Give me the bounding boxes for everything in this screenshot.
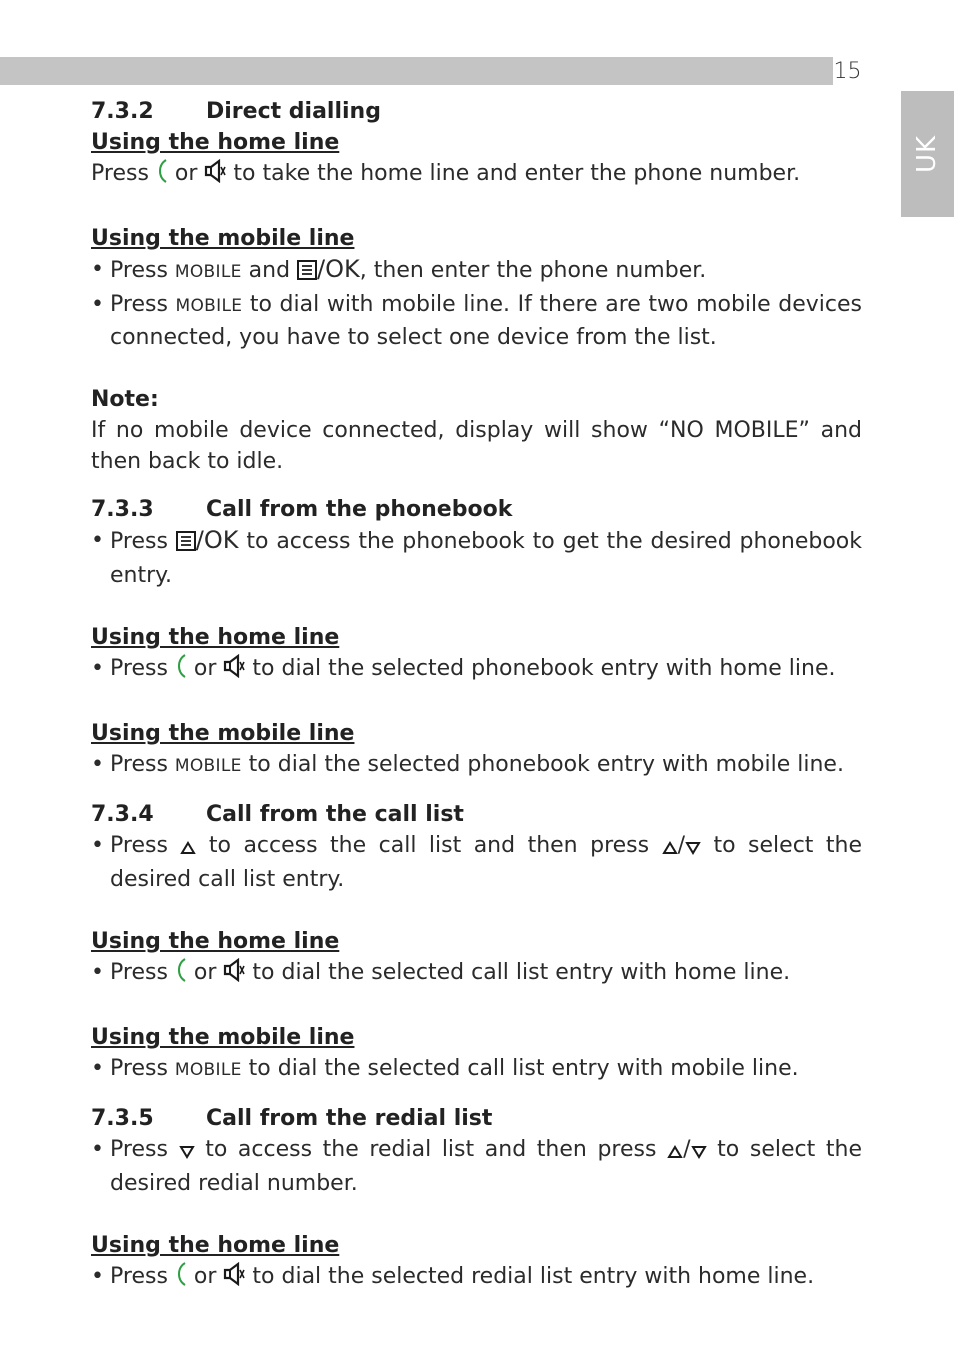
text: Press: [110, 529, 168, 554]
ok-label: /OK: [195, 526, 239, 554]
list-item: [91, 1134, 862, 1199]
subheading: Using the home line: [91, 625, 340, 650]
subheading: Using the home line: [91, 130, 340, 155]
text: /: [683, 1137, 691, 1162]
list-item: [91, 254, 862, 289]
menu-icon: [176, 529, 196, 560]
text: to select the desired redial number.: [110, 1137, 862, 1196]
text: Press: [110, 656, 168, 681]
list-item: [91, 749, 862, 782]
key-label: MOBILE: [174, 1060, 242, 1080]
speaker-icon: [223, 654, 245, 687]
section-number: 7.3.4: [91, 802, 154, 827]
subheading: Using the home line: [91, 1233, 340, 1258]
text: Press: [110, 1264, 168, 1289]
speaker-icon: [223, 1262, 245, 1295]
call-icon: [175, 958, 187, 991]
text: to dial the selected call list entry with mobile line.: [248, 1056, 799, 1081]
section-heading: [91, 799, 862, 830]
down-arrow-icon: [685, 833, 701, 864]
text: to select the desired call list entry.: [110, 833, 862, 892]
note-label: Note:: [91, 387, 159, 412]
text: or: [193, 960, 217, 985]
key-label: MOBILE: [174, 756, 242, 776]
section-title: Call from the call list: [206, 802, 464, 827]
section-title: Call from the redial list: [206, 1106, 493, 1131]
page-number: 15: [833, 59, 862, 84]
section-number: 7.3.5: [91, 1106, 154, 1131]
section-heading: [91, 494, 862, 525]
up-arrow-icon: [662, 833, 678, 864]
speaker-icon: [204, 159, 226, 192]
menu-icon: [297, 258, 317, 289]
speaker-icon: [223, 958, 245, 991]
text: to dial the selected redial list entry with home line.: [252, 1264, 815, 1289]
text: Press: [110, 292, 168, 317]
ok-label: /OK: [317, 255, 360, 283]
text: to access the phonebook to get the desired phonebook entry.: [110, 529, 863, 588]
section-number: 7.3.3: [91, 497, 154, 522]
list-item: [91, 525, 862, 591]
up-arrow-icon: [180, 833, 196, 864]
page-content: [91, 96, 862, 1295]
text: , then enter the phone number.: [359, 258, 707, 283]
section-heading: [91, 96, 862, 127]
text: to take the home line and enter the phone number.: [233, 161, 801, 186]
list-item: [91, 653, 862, 687]
call-icon: [175, 654, 187, 687]
text: Press: [110, 1137, 168, 1162]
call-icon: [175, 1262, 187, 1295]
section-title: Direct dialling: [206, 99, 381, 124]
subheading: Using the mobile line: [91, 1025, 355, 1050]
down-arrow-icon: [179, 1137, 195, 1168]
text: or: [193, 656, 217, 681]
text: Press: [110, 258, 168, 283]
list-item: [91, 289, 862, 353]
section-number: 7.3.2: [91, 99, 154, 124]
note-text: If no mobile device connected, display will show “NO MOBILE” and then back to idle.: [91, 418, 862, 474]
subheading: Using the mobile line: [91, 721, 355, 746]
text: Press: [110, 833, 168, 858]
text: to access the call list and then press: [208, 833, 650, 858]
text: and: [248, 258, 291, 283]
key-label: MOBILE: [174, 262, 242, 282]
text: Press: [110, 960, 168, 985]
text: to dial the selected phonebook entry with mobile line.: [248, 752, 844, 777]
language-tab: [901, 91, 954, 217]
down-arrow-icon: [691, 1137, 707, 1168]
list-item: [91, 830, 862, 895]
list-item: [91, 1053, 862, 1086]
key-label: MOBILE: [175, 296, 243, 316]
text: to access the redial list and then press: [205, 1137, 657, 1162]
text: to dial the selected call list entry with home line.: [252, 960, 791, 985]
language-tab-label: UK: [912, 134, 943, 174]
call-icon: [156, 159, 168, 192]
list-item: [91, 957, 862, 991]
header-bar: [0, 57, 833, 85]
text: or: [193, 1264, 217, 1289]
text: Press: [110, 1056, 168, 1081]
text: Press: [110, 752, 168, 777]
list-item: [91, 1261, 862, 1295]
section-title: Call from the phonebook: [206, 497, 513, 522]
subheading: Using the mobile line: [91, 226, 355, 251]
section-heading: [91, 1103, 862, 1134]
text: Press: [91, 161, 149, 186]
text: to dial with mobile line. If there are two mobile devices connected, you have to select one device from the list.: [110, 292, 863, 350]
text: or: [174, 161, 198, 186]
paragraph: [91, 158, 862, 192]
text: /: [677, 833, 685, 858]
subheading: Using the home line: [91, 929, 340, 954]
text: to dial the selected phonebook entry with home line.: [252, 656, 836, 681]
up-arrow-icon: [667, 1137, 683, 1168]
